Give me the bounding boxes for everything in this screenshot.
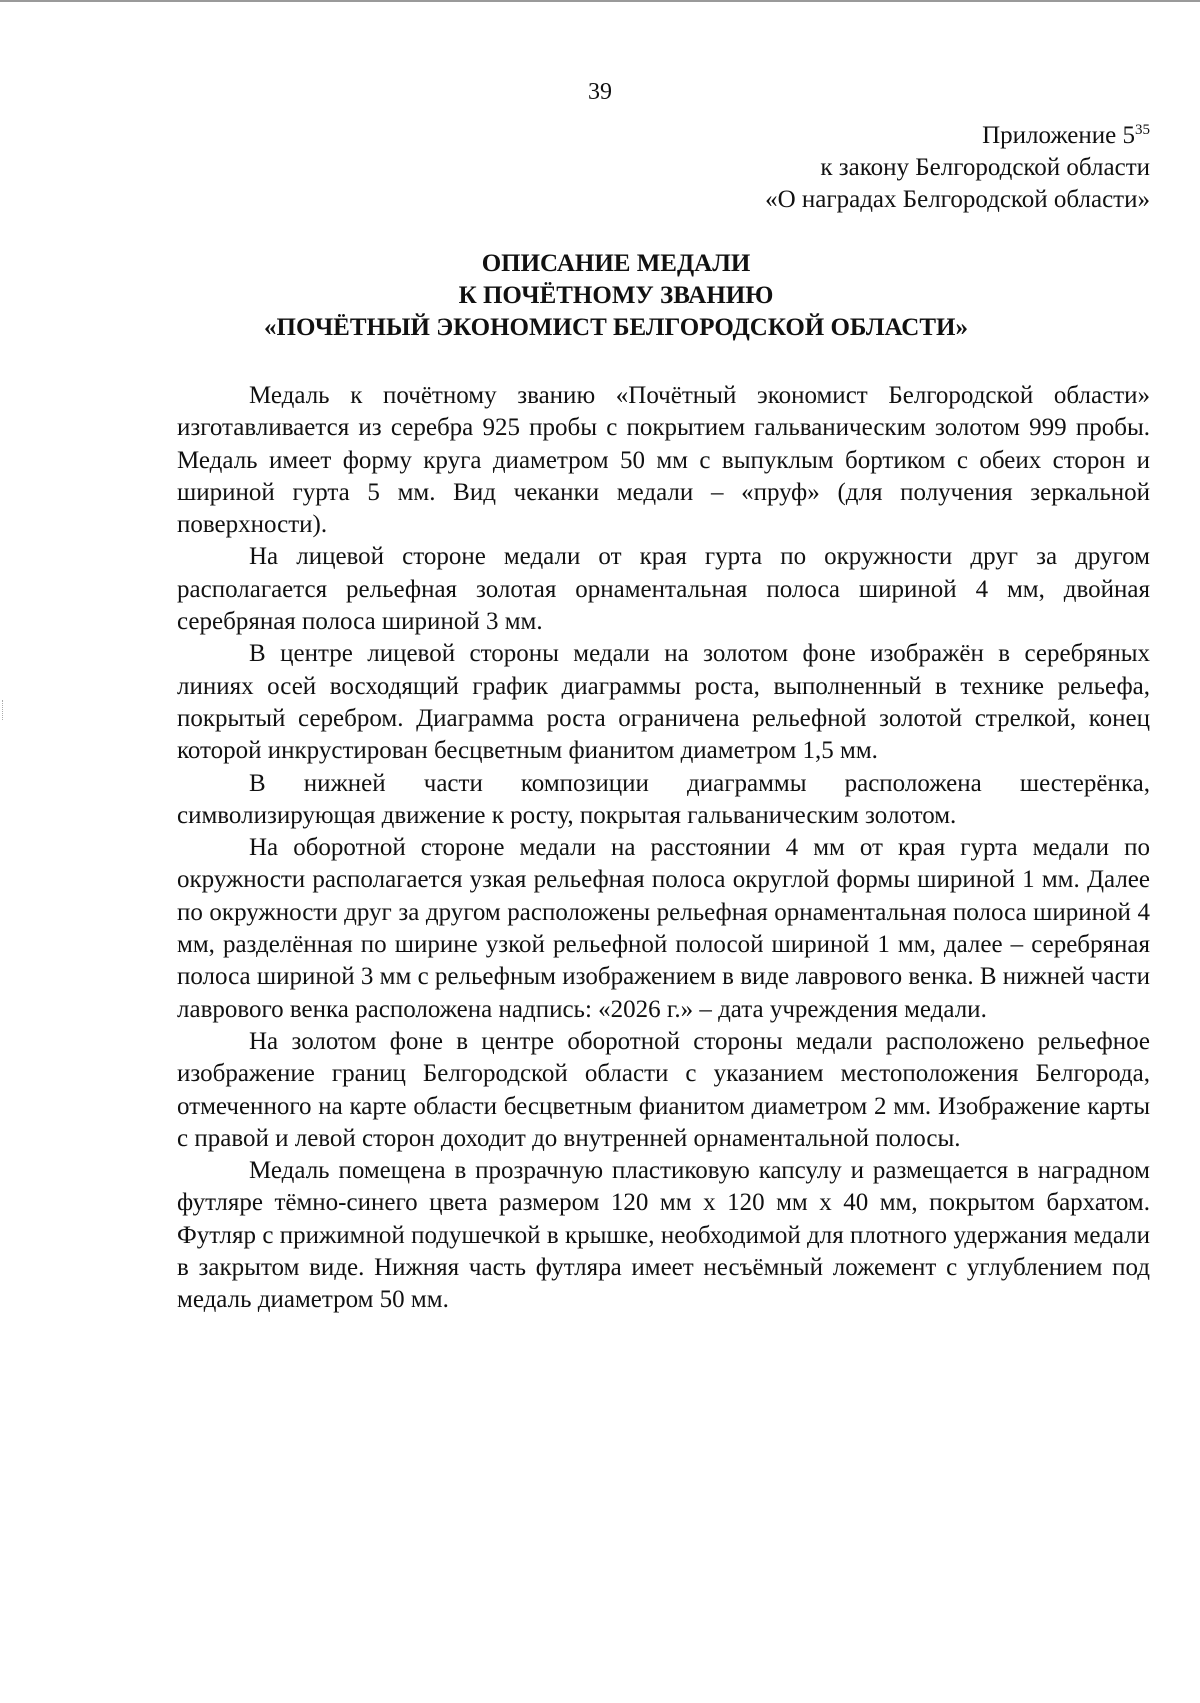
paragraph-gear: В нижней части композиции диаграммы расположена шестерёнка, символизирующая движение к росту, покрытая гальваническим золотом. bbox=[177, 769, 1150, 829]
page-number: 39 bbox=[588, 79, 612, 105]
appendix-number-superscript: 35 bbox=[1135, 122, 1150, 138]
scan-top-edge bbox=[0, 0, 1200, 2]
paragraph-obverse-bands: На лицевой стороне медали от края гурта по окружности друг за другом располагается рельефная золотая орнаментальная полоса шириной 4 мм, двойная серебряная полоса шириной 3 мм. bbox=[177, 543, 1150, 636]
appendix-header bbox=[765, 120, 1150, 216]
appendix-label: Приложение 5 bbox=[982, 122, 1135, 149]
appendix-line-1 bbox=[765, 120, 1150, 152]
paragraph-reverse-bands: На оборотной стороне медали на расстоянии 4 мм от края гурта медали по окружности располагается узкая рельефная полоса округлой формы шириной 1 мм. Далее по окружности друг за другом расположены рельефная орнаментальная полоса шириной 4 мм, разделённая по ширине узкой рельефной полосой шириной 1 мм, далее – серебряная полоса шириной 3 мм с рельефным изображением в виде лаврового венка. В нижней части лаврового венка расположена надпись: «2026 г.» – дата учреждения медали. bbox=[177, 834, 1150, 1023]
paragraph-reverse-map: На золотом фоне в центре оборотной стороны медали расположено рельефное изображение границ Белгородской области с указанием местоположения Белгорода, отмеченного на карте области бесцветным фианитом диаметром 2 мм. Изображение карты с правой и левой сторон доходит до внутренней орнаментальной полосы. bbox=[177, 1027, 1150, 1152]
appendix-line-3: «О наградах Белгородской области» bbox=[765, 186, 1150, 213]
title-line-1: ОПИСАНИЕ МЕДАЛИ bbox=[481, 250, 751, 277]
title-line-3: «ПОЧЁТНЫЙ ЭКОНОМИСТ БЕЛГОРОДСКОЙ ОБЛАСТИ» bbox=[264, 314, 968, 341]
appendix-line-2: к закону Белгородской области bbox=[820, 154, 1150, 181]
title-line-2: К ПОЧЁТНОМУ ЗВАНИЮ bbox=[458, 282, 774, 309]
paragraph-medal-material: Медаль к почётному званию «Почётный экономист Белгородской области» изготавливается из серебра 925 пробы с покрытием гальваническим золотом 999 пробы. Медаль имеет форму круга диаметром 50 мм с выпуклым бортиком с обеих сторон и шириной гурта 5 мм. Вид чеканки медали – «пруф» (для получения зеркальной поверхности). bbox=[177, 382, 1150, 539]
document-body bbox=[177, 380, 1150, 1317]
document-title bbox=[0, 248, 1200, 344]
paragraph-obverse-center: В центре лицевой стороны медали на золотом фоне изображён в серебряных линиях осей восходящий график диаграммы роста, выполненный в технике рельефа, покрытый серебром. Диаграмма роста ограничена рельефной золотой стрелкой, конец которой инкрустирован бесцветным фианитом диаметром 1,5 мм. bbox=[177, 640, 1150, 765]
scan-left-edge-marks bbox=[2, 700, 6, 720]
paragraph-case: Медаль помещена в прозрачную пластиковую капсулу и размещается в наградном футляре тёмно-синего цвета размером 120 мм х 120 мм х 40 мм, покрытом бархатом. Футляр с прижимной подушечкой в крышке, необходимой для плотного удержания медали в закрытом виде. Нижняя часть футляра имеет несъёмный ложемент с углублением под медаль диаметром 50 мм. bbox=[177, 1157, 1150, 1314]
